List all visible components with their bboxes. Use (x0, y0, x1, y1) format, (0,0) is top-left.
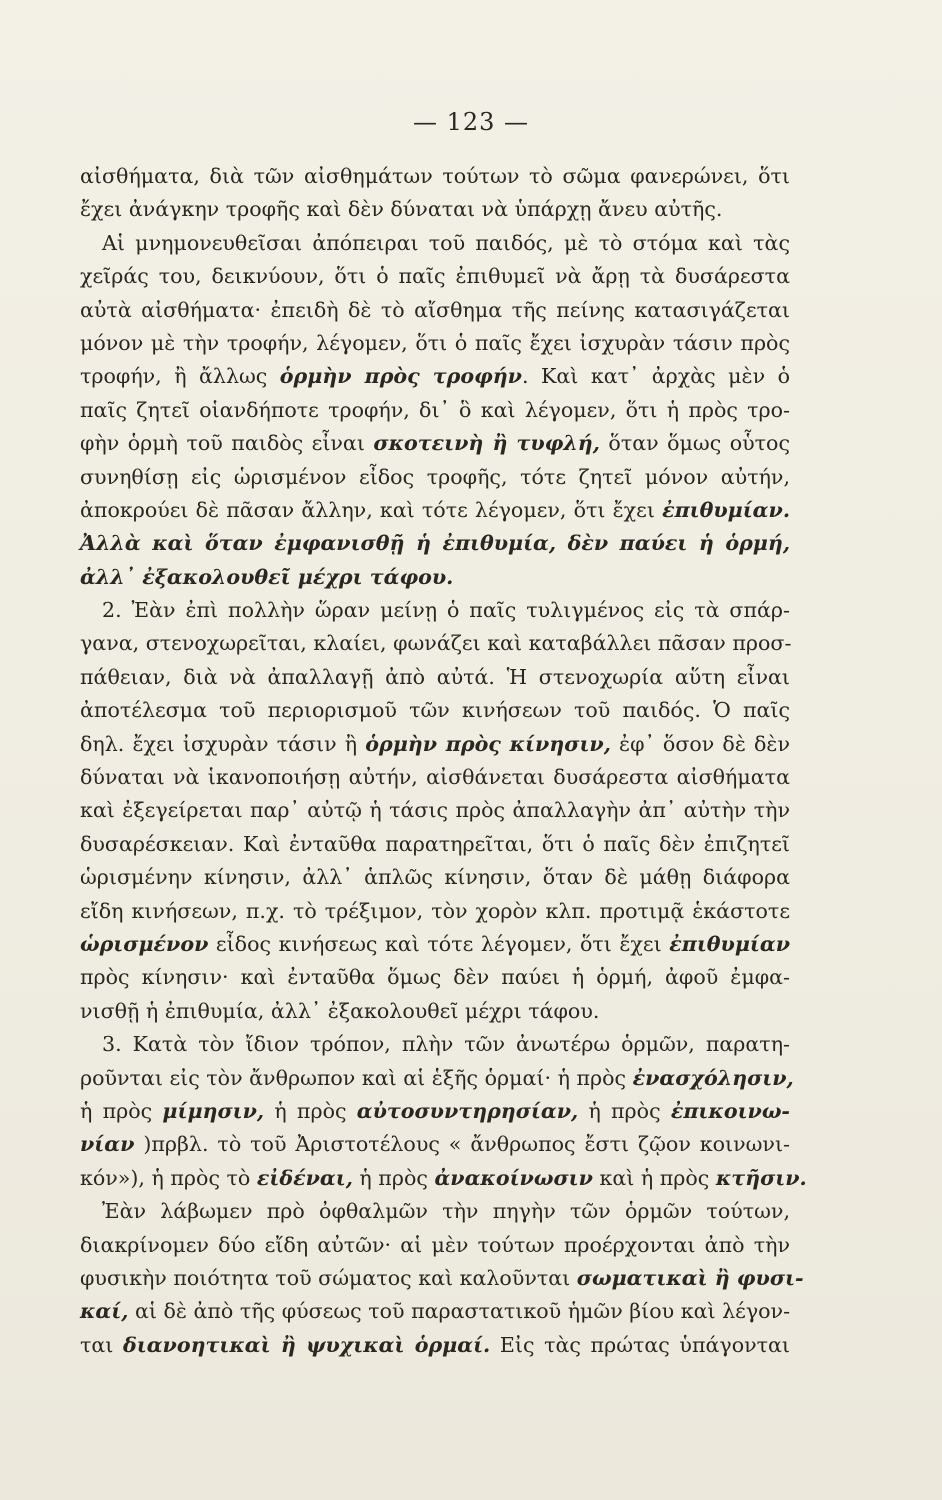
text-line-1 (80, 160, 790, 193)
text-run: χεῖράς του, δεικνύουν, ὅτι ὁ παῖς ἐπιθυμεῖ νὰ ἄρῃ τὰ δυσάρεστα (80, 264, 790, 289)
text-run: γανα, στενοχωρεῖται, κλαίει, φωνάζει καὶ καταβάλλει πᾶσαν προσ- (80, 631, 792, 656)
text-run: )πρβλ. τὸ τοῦ Ἀριστοτέλους « ἄνθρωπος ἔστι ζῷον κοινωνι- (134, 1132, 790, 1157)
text-run: Αἱ μνημονευθεῖσαι ἀπόπειραι τοῦ παιδός, μὲ τὸ στόμα καὶ τὰς (102, 230, 790, 255)
emphasis-term: ἀλλ᾿ ἐξακολουθεῖ μέχρι τάφου. (80, 564, 454, 589)
text-line-17 (80, 694, 790, 727)
text-run: νισθῇ ἡ ἐπιθυμία, ἀλλ᾿ ἐξακολουθεῖ μέχρι τάφου. (80, 998, 600, 1023)
text-run: ἡ πρὸς (578, 1098, 671, 1123)
text-run: αὐτὰ αἰσθήματα· ἐπειδὴ δὲ τὸ αἴσθημα τῆς πείνης κατασιγάζεται (80, 297, 790, 322)
emphasis-term: εἰδέναι, (256, 1165, 353, 1190)
text-run: ἡ πρὸς (352, 1165, 435, 1190)
emphasis-term: ὁρμὴν πρὸς τροφήν (279, 364, 522, 389)
emphasis-term: Ἀλλὰ καὶ ὅταν ἐμφανισθῇ ἡ ἐπιθυμία, δὲν παύει ἡ ὁρμή, (80, 531, 790, 556)
text-line-14 (80, 594, 790, 627)
page-number: — 123 — (412, 108, 530, 136)
text-run: αἰσθήματα, διὰ τῶν αἰσθημάτων τούτων τὸ σῶμα φανερώνει, ὅτι (80, 164, 790, 188)
text-line-7 (80, 360, 790, 393)
text-run: πρὸς κίνησιν· καὶ ἐνταῦθα ὅμως δὲν παύει ἡ ὁρμή, ἀφοῦ ἐμφα- (80, 965, 790, 990)
text-run: ἀποτέλεσμα τοῦ περιορισμοῦ τῶν κινήσεων τοῦ παιδός. Ὁ παῖς (80, 698, 790, 723)
text-line-36 (80, 1329, 790, 1362)
text-line-3 (80, 227, 790, 260)
text-line-30 (80, 1128, 790, 1161)
text-run: πάθειαν, διὰ νὰ ἀπαλλαγῇ ἀπὸ αὐτά. Ἡ στενοχωρία αὕτη εἶναι (80, 664, 790, 689)
emphasis-term: διανοητικαὶ ἢ ψυχικαὶ ὁρμαί. (123, 1332, 491, 1357)
emphasis-term: ὁρμὴν πρὸς κίνησιν, (365, 731, 611, 756)
emphasis-term: μίμησιν, (162, 1098, 265, 1123)
text-line-16 (80, 661, 790, 694)
emphasis-term: ἀνακοίνωσιν (434, 1165, 593, 1190)
body-text (80, 160, 807, 1362)
text-line-13 (80, 561, 790, 594)
text-run: δύναται νὰ ἱκανοποιήσῃ αὐτήν, αἰσθάνεται δυσάρεστα αἰσθήματα (80, 765, 790, 790)
text-line-18 (80, 728, 790, 761)
emphasis-term: κτῆσιν. (715, 1165, 807, 1190)
emphasis-term: σωματικαὶ ἢ φυσι- (576, 1265, 804, 1290)
text-line-9 (80, 427, 790, 460)
text-line-10 (80, 461, 790, 494)
emphasis-term: αὐτοσυντηρησίαν, (356, 1098, 579, 1123)
text-run: συνηθίσῃ εἰς ὡρισμένον εἶδος τροφῆς, τότε ζητεῖ μόνον αὐτήν, (80, 464, 790, 489)
text-run: 2. Ἐὰν ἐπὶ πολλὴν ὥραν μείνῃ ὁ παῖς τυλιγμένος εἰς τὰ σπάρ- (102, 598, 790, 623)
text-line-23 (80, 895, 790, 928)
emphasis-term: ὡρισμένον (80, 931, 209, 956)
text-line-5 (80, 294, 790, 327)
text-line-2 (80, 193, 790, 226)
text-run: τροφήν, ἢ ἄλλως (80, 364, 280, 389)
text-run: ἡ πρὸς (80, 1098, 163, 1123)
text-line-29 (80, 1095, 790, 1128)
text-line-32 (80, 1195, 790, 1228)
text-line-6 (80, 327, 790, 360)
text-run: κόν»), ἡ πρὸς τὸ (80, 1165, 257, 1190)
emphasis-term: ἐνασχόλησιν, (632, 1065, 794, 1090)
text-run: ὡρισμένην κίνησιν, ἀλλ᾿ ἁπλῶς κίνησιν, ὅταν δὲ μάθῃ διάφορα (80, 865, 790, 890)
text-run: ὅταν ὅμως οὗτος (599, 431, 790, 456)
text-line-24 (80, 928, 790, 961)
text-run: διακρίνομεν δύο εἴδη αὐτῶν· αἱ μὲν τούτων προέρχονται ἀπὸ τὴν (80, 1232, 790, 1257)
text-run: καὶ ἐξεγείρεται παρ᾿ αὐτῷ ἡ τάσις πρὸς ἀπαλλαγὴν ἀπ᾿ αὐτὴν τὴν (80, 798, 790, 823)
text-line-31 (80, 1162, 807, 1195)
text-run: ἀποκρούει δὲ πᾶσαν ἄλλην, καὶ τότε λέγομεν, ὅτι ἔχει (80, 497, 663, 522)
text-run: ται (80, 1332, 123, 1357)
emphasis-term: ἐπιθυμίαν (669, 931, 790, 956)
text-run: μόνον μὲ τὴν τροφήν, λέγομεν, ὅτι ὁ παῖς ἔχει ἰσχυρὰν τάσιν πρὸς (80, 330, 790, 355)
text-line-11 (80, 494, 790, 527)
text-run: εἶδος κινήσεως καὶ τότε λέγομεν, ὅτι ἔχει (208, 931, 670, 956)
text-line-20 (80, 794, 790, 827)
emphasis-term: σκοτεινὴ ἢ τυφλή, (373, 431, 600, 456)
text-run: δυσαρέσκειαν. Καὶ ἐνταῦθα παρατηρεῖται, ὅτι ὁ παῖς δὲν ἐπιζητεῖ (80, 831, 790, 856)
text-run: ἡ πρὸς (264, 1098, 357, 1123)
emphasis-term: ἐπιθυμίαν. (662, 497, 790, 522)
text-run: καὶ ἡ πρὸς (592, 1165, 716, 1190)
text-line-34 (80, 1262, 804, 1295)
text-line-12 (80, 527, 790, 560)
text-run: 3. Κατὰ τὸν ἴδιον τρόπον, πλὴν τῶν ἀνωτέρω ὁρμῶν, παρατη- (102, 1032, 790, 1057)
text-line-33 (80, 1229, 790, 1262)
text-line-15 (80, 627, 790, 660)
text-run: παῖς ζητεῖ οἱανδήποτε τροφήν, δι᾿ ὃ καὶ λέγομεν, ὅτι ἡ πρὸς τρο- (80, 397, 790, 422)
text-run: ἐφ᾿ ὅσον δὲ δὲν (610, 731, 790, 756)
emphasis-term: νίαν (80, 1132, 135, 1157)
text-line-21 (80, 828, 790, 861)
text-run: φὴν ὁρμὴ τοῦ παιδὸς εἶναι (80, 431, 374, 456)
text-run: φυσικὴν ποιότητα τοῦ σώματος καὶ καλοῦνται (80, 1265, 577, 1290)
text-line-8 (80, 394, 790, 427)
text-line-28 (80, 1062, 794, 1095)
text-run: δηλ. ἔχει ἰσχυρὰν τάσιν ἢ (80, 731, 366, 756)
text-run: εἴδη κινήσεων, π.χ. τὸ τρέξιμον, τὸν χορὸν κλπ. προτιμᾷ ἑκάστοτε (80, 898, 790, 923)
text-run: ροῦνται εἰς τὸν ἄνθρωπον καὶ αἱ ἑξῆς ὁρμαί· ἡ πρὸς (80, 1065, 633, 1090)
emphasis-term: ἐπικοινω- (670, 1098, 790, 1123)
text-run: Ἐὰν λάβωμεν πρὸ ὀφθαλμῶν τὴν πηγὴν τῶν ὁρμῶν τούτων, (102, 1199, 790, 1224)
text-line-26 (80, 995, 790, 1028)
text-run: αἱ δὲ ἀπὸ τῆς φύσεως τοῦ παραστατικοῦ ἡμῶν βίου καὶ λέγον- (128, 1299, 791, 1324)
text-line-25 (80, 961, 790, 994)
text-run: Εἰς τὰς πρώτας ὑπάγονται (490, 1332, 790, 1357)
text-line-27 (80, 1028, 790, 1061)
text-run: . Καὶ κατ᾿ ἀρχὰς μὲν ὁ (521, 364, 790, 389)
emphasis-term: καί, (80, 1299, 129, 1324)
text-line-35 (80, 1295, 790, 1328)
text-run: ἔχει ἀνάγκην τροφῆς καὶ δὲν δύναται νὰ ὑπάρχῃ ἄνευ αὐτῆς. (80, 197, 723, 222)
text-line-19 (80, 761, 790, 794)
text-line-4 (80, 260, 790, 293)
text-line-22 (80, 861, 790, 894)
